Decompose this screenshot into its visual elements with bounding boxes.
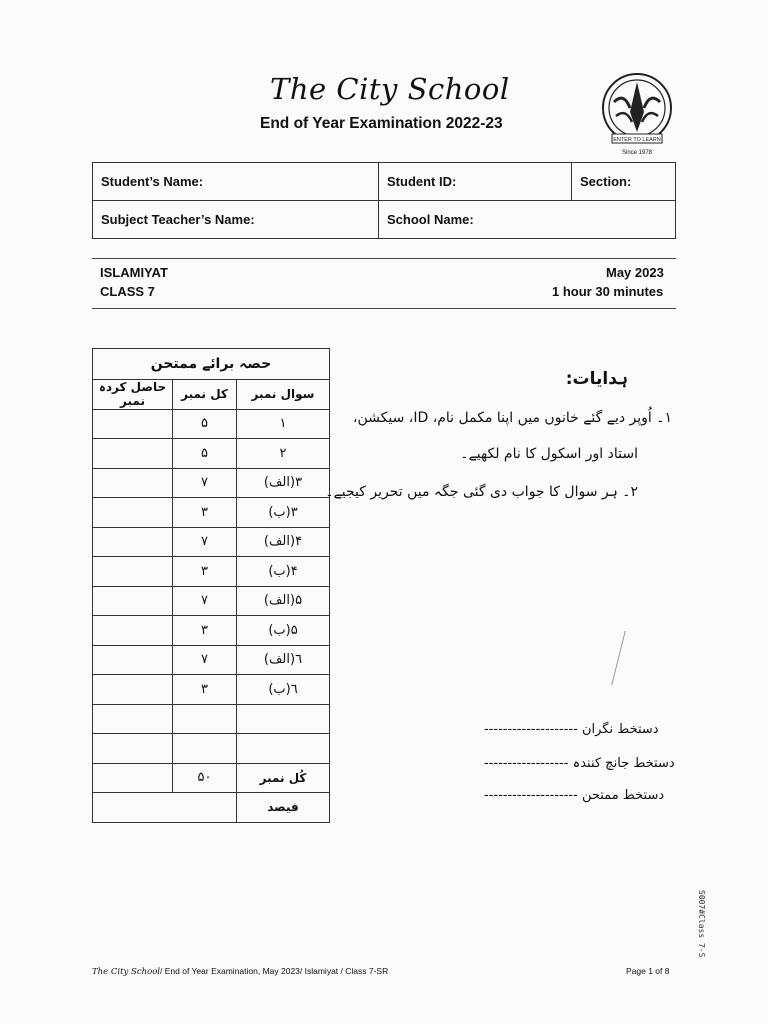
header-question-no: سوال نمبر	[237, 380, 330, 410]
exam-date: May 2023	[606, 265, 664, 280]
signature-label: دستخط نگران	[581, 722, 659, 737]
obtained-cell[interactable]	[93, 586, 173, 616]
instruction-line-3: ٢۔ ہر سوال کا جواب دی گئی جگہ میں تحریر کیجیے۔	[325, 484, 638, 500]
checker-signature	[484, 756, 675, 771]
obtained-cell[interactable]	[93, 439, 173, 469]
student-info-table	[92, 162, 676, 239]
exam-title: End of Year Examination 2022-23	[260, 115, 503, 132]
total-row	[93, 763, 330, 793]
table-row	[93, 527, 330, 557]
question-cell: ٢	[237, 439, 330, 469]
logo-since-text: Since 1978	[622, 150, 653, 156]
table-row	[93, 557, 330, 587]
question-cell: ٦(ب)	[237, 675, 330, 705]
total-cell: ٣	[173, 675, 237, 705]
class-label: CLASS 7	[100, 284, 155, 299]
signature-label: دستخط ممتحن	[581, 788, 665, 803]
table-row	[93, 616, 330, 646]
divider-bottom	[92, 308, 676, 309]
question-cell	[237, 734, 330, 764]
subject-label: ISLAMIYAT	[100, 265, 168, 280]
total-cell: ٣	[173, 616, 237, 646]
total-cell: ٧	[173, 527, 237, 557]
student-name-field[interactable]: Student’s Name:	[93, 163, 379, 201]
percent-value-cell[interactable]	[93, 793, 237, 823]
question-cell: ٦(الف)	[237, 645, 330, 675]
total-cell: ٧	[173, 645, 237, 675]
obtained-cell[interactable]	[93, 616, 173, 646]
percent-row	[93, 793, 330, 823]
table-row	[93, 409, 330, 439]
student-id-field[interactable]: Student ID:	[379, 163, 572, 201]
obtained-total-cell[interactable]	[93, 763, 173, 793]
question-cell: ۴(ب)	[237, 557, 330, 587]
total-cell: ٣	[173, 557, 237, 587]
total-cell	[173, 704, 237, 734]
obtained-cell[interactable]	[93, 645, 173, 675]
table-row	[93, 734, 330, 764]
question-cell: ۵(الف)	[237, 586, 330, 616]
obtained-cell[interactable]	[93, 527, 173, 557]
examiner-marks-table	[92, 348, 330, 823]
total-cell: ۵	[173, 409, 237, 439]
signature-dash-line[interactable]: ------------------	[484, 756, 569, 771]
teacher-name-field[interactable]: Subject Teacher’s Name:	[93, 201, 379, 239]
exam-duration: 1 hour 30 minutes	[552, 284, 664, 299]
examiner-signature	[484, 788, 664, 803]
signature-label: دستخط جانچ کنندہ	[572, 756, 675, 771]
school-name-title: The City School	[270, 72, 510, 106]
total-cell: ۵	[173, 439, 237, 469]
header-total-marks: کل نمبر	[173, 380, 237, 410]
invigilator-signature	[484, 722, 659, 737]
school-name-field[interactable]: School Name:	[379, 201, 676, 239]
question-cell: ٣(ب)	[237, 498, 330, 528]
total-cell: ٧	[173, 468, 237, 498]
obtained-cell[interactable]	[93, 704, 173, 734]
total-cell	[173, 734, 237, 764]
table-row	[93, 439, 330, 469]
marks-table-caption: حصہ برائے ممتحن	[93, 349, 330, 380]
percent-label: فیصد	[237, 793, 330, 823]
instruction-line-2: استاد اور اسکول کا نام لکھیے۔	[460, 446, 638, 462]
section-field[interactable]: Section:	[572, 163, 676, 201]
page-number: Page 1 of 8	[626, 966, 670, 976]
table-row	[93, 645, 330, 675]
total-label: کُل نمبر	[237, 763, 330, 793]
total-value: ۵٠	[173, 763, 237, 793]
obtained-cell[interactable]	[93, 675, 173, 705]
question-cell: ۵(ب)	[237, 616, 330, 646]
table-row	[93, 675, 330, 705]
question-cell: ١	[237, 409, 330, 439]
instructions-heading: ہدایات:	[565, 369, 628, 389]
side-code: S007#Class 7-S	[697, 890, 706, 958]
footer-brand: The City School	[92, 967, 161, 977]
question-cell: ٣(الف)	[237, 468, 330, 498]
footer-text	[92, 966, 388, 977]
obtained-cell[interactable]	[93, 557, 173, 587]
obtained-cell[interactable]	[93, 498, 173, 528]
divider-top	[92, 258, 676, 259]
school-logo	[600, 72, 674, 158]
question-cell	[237, 704, 330, 734]
stray-pen-mark	[611, 631, 626, 686]
obtained-cell[interactable]	[93, 409, 173, 439]
obtained-cell[interactable]	[93, 468, 173, 498]
table-row	[93, 586, 330, 616]
obtained-cell[interactable]	[93, 734, 173, 764]
total-cell: ٧	[173, 586, 237, 616]
footer-exam-info: / End of Year Examination, May 2023/ Islamiyat / Class 7-SR	[160, 966, 389, 976]
svg-text:ENTER TO LEARN: ENTER TO LEARN	[613, 137, 661, 143]
table-row	[93, 468, 330, 498]
signature-dash-line[interactable]: --------------------	[484, 722, 578, 737]
question-cell: ۴(الف)	[237, 527, 330, 557]
table-row	[93, 498, 330, 528]
table-row	[93, 704, 330, 734]
signature-dash-line[interactable]: --------------------	[484, 788, 578, 803]
total-cell: ٣	[173, 498, 237, 528]
instruction-line-1: ١۔ اُوپر دیے گئے خانوں میں اپنا مکمل نام، ID، سیکشن،	[353, 410, 672, 426]
header-obtained-marks: حاصل کردہ نمبر	[93, 380, 173, 410]
